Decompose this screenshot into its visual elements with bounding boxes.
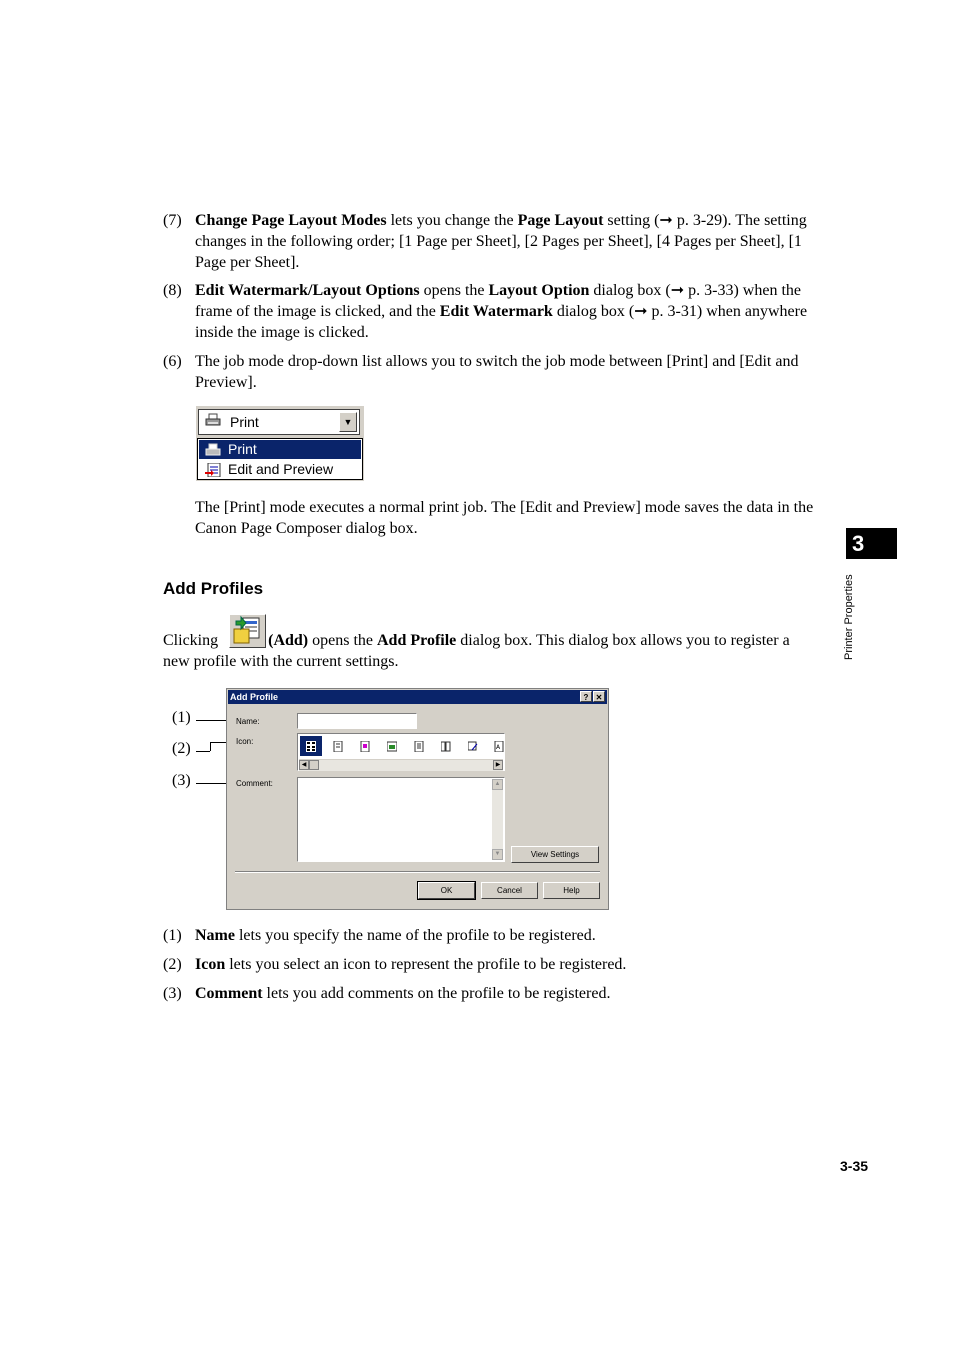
- divider: [235, 871, 600, 873]
- text-run: lets you specify the name of the profile to be registered.: [234, 927, 596, 944]
- add-icon-graphic: [230, 615, 265, 647]
- page-icon[interactable]: [333, 741, 343, 752]
- option-edit-preview[interactable]: [199, 460, 361, 479]
- callout-label: (2): [172, 740, 191, 757]
- help-title-button[interactable]: ?: [580, 691, 592, 702]
- bold-term: Layout Option: [488, 282, 590, 299]
- printer-icon: [205, 443, 221, 457]
- printer-icon: [205, 413, 221, 427]
- edit-preview-icon: [205, 463, 221, 477]
- job-mode-dropdown[interactable]: [196, 406, 364, 481]
- section-heading: Add Profiles: [163, 579, 264, 598]
- comment-field[interactable]: [297, 777, 505, 862]
- item-number: (1): [163, 927, 182, 944]
- item-number: (8): [163, 282, 182, 299]
- close-icon[interactable]: ✕: [593, 691, 605, 702]
- text-run: setting (➞ p. 3-29). The setting changes in the following order; [1 Page per Sheet], [2 Pages per Sheet], [4 Pages per Sheet], [1 Page per Sheet].: [195, 212, 807, 271]
- bold-term: Name: [195, 927, 235, 944]
- text-run: dialog box. This dialog box allows you to register a new profile with the current settings.: [163, 632, 790, 670]
- text-run: opens the: [308, 632, 377, 649]
- add-profile-icon[interactable]: [229, 614, 266, 648]
- picture-icon[interactable]: [387, 741, 397, 752]
- selected-value: Print: [230, 414, 259, 430]
- document-icon[interactable]: [414, 741, 424, 752]
- dialog-title: Add Profile: [230, 692, 279, 702]
- horizontal-scrollbar[interactable]: [299, 759, 503, 771]
- cancel-button[interactable]: Cancel: [481, 882, 538, 899]
- chapter-tab: 3: [846, 528, 897, 559]
- add-profile-dialog: [226, 688, 609, 910]
- comment-label: Comment:: [236, 779, 273, 788]
- edit-page-icon[interactable]: [468, 741, 478, 752]
- item-text-comment: [195, 983, 827, 1004]
- mode-description: The [Print] mode executes a normal print job. The [Edit and Preview] mode saves the data in the Canon Page Composer dialog box.: [195, 499, 814, 537]
- two-pages-icon[interactable]: [441, 741, 451, 752]
- text-run: dialog box (➞ p. 3-33) when the frame of the image is clicked, and the: [195, 282, 802, 320]
- text-run: Clicking: [163, 632, 223, 649]
- text-run: lets you change the: [386, 212, 518, 229]
- chapter-label: Printer Properties: [843, 574, 855, 660]
- callout-line: [210, 742, 211, 751]
- bold-term: Add Profile: [377, 632, 457, 649]
- bold-term: Icon: [195, 956, 226, 973]
- scroll-up-icon[interactable]: ▲: [492, 779, 503, 790]
- callout-line: [196, 751, 210, 752]
- scroll-thumb[interactable]: [309, 760, 319, 770]
- bold-term: Edit Watermark/Layout Options: [195, 282, 420, 299]
- chevron-down-icon[interactable]: ▼: [339, 412, 357, 432]
- help-button[interactable]: Help: [543, 882, 600, 899]
- text-run: opens the: [419, 282, 489, 299]
- bold-term: Page Layout: [517, 212, 604, 229]
- grid-icon[interactable]: [306, 741, 316, 752]
- text-page-icon[interactable]: [494, 741, 504, 752]
- name-field[interactable]: [297, 713, 417, 729]
- bold-term: Edit Watermark: [439, 303, 553, 320]
- scroll-left-icon[interactable]: ◀: [299, 760, 309, 770]
- dialog-titlebar: [228, 690, 607, 704]
- callout-label: (3): [172, 772, 191, 789]
- name-label: Name:: [236, 717, 260, 726]
- bold-term: (Add): [268, 632, 309, 649]
- job-mode-select[interactable]: [198, 409, 360, 435]
- text-run: lets you add comments on the profile to be registered.: [262, 985, 611, 1002]
- item-text-icon: [195, 954, 827, 975]
- item-text-edit-watermark: [195, 280, 827, 343]
- color-page-icon[interactable]: [360, 741, 370, 752]
- page-number: 3-35: [840, 1158, 869, 1174]
- item-text-change-layout: [195, 210, 827, 273]
- svg-text:A: A: [496, 744, 501, 751]
- option-print[interactable]: [199, 440, 361, 459]
- item-number: (6): [163, 353, 182, 370]
- text-run: dialog box (➞ p. 3-31) when anywhere inside the image is clicked.: [195, 303, 808, 341]
- option-label: Edit and Preview: [228, 461, 334, 477]
- scroll-down-icon[interactable]: ▼: [492, 849, 503, 860]
- vertical-scrollbar[interactable]: [492, 779, 503, 860]
- item-text-job-mode: The job mode drop-down list allows you to switch the job mode between [Print] and [Edit and Preview].: [195, 353, 799, 391]
- view-settings-button[interactable]: View Settings: [511, 846, 599, 863]
- bold-term: Comment: [195, 985, 263, 1002]
- text-run: lets you select an icon to represent the profile to be registered.: [225, 956, 627, 973]
- callout-label: (1): [172, 709, 191, 726]
- option-label: Print: [228, 441, 257, 457]
- bold-term: Change Page Layout Modes: [195, 212, 387, 229]
- item-number: (2): [163, 956, 182, 973]
- job-mode-options: [197, 438, 363, 480]
- item-text-name: [195, 925, 827, 946]
- icon-picker[interactable]: [297, 733, 505, 771]
- item-number: (3): [163, 985, 182, 1002]
- scroll-right-icon[interactable]: ▶: [493, 760, 503, 770]
- ok-button[interactable]: OK: [418, 882, 475, 899]
- item-number: (7): [163, 212, 182, 229]
- icon-label: Icon:: [236, 737, 254, 746]
